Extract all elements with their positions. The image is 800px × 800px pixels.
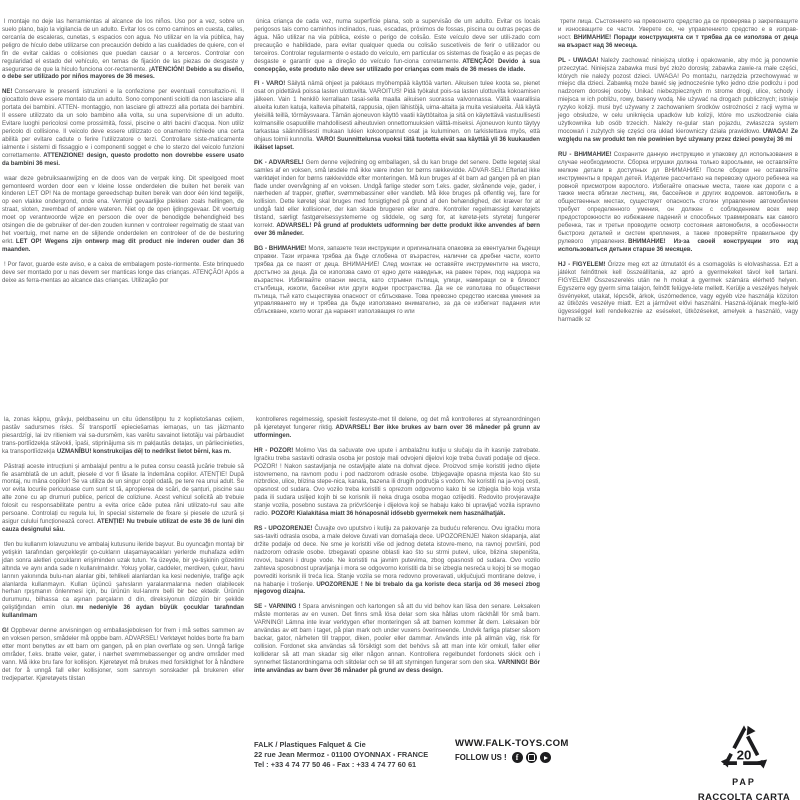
paragraph-body: Păstrați aceste intrucțiuni și ambalajul pentru a le putea consu ceastă jucărie trebuie să fie asamblată de un adult, piesele d vor fi lăsate la îndemâna copiilor. ATENȚIE! După montaj, nu mâna copiilor! Se va utiliza de un singur copil odată, pe tere rea unui adult. Se vor evita locurile periculoase cum sunt st tă, apropierea de scări, de șanțuri, piscine sau alte zone cu ap drumuri publice, pericol de coliziune. Acest vehicul solicită ab trebuie folosit cu responsabilitate pentru a evita orice căde putea răni utilizato-rul sau alte persoane. Controlați cu regula lui, în special sistemele de fixare și piesele de uzură și asigur culului funcționează corect.	[2, 462, 244, 526]
manufacturer-name: FALK / Plastiques Falquet & Cie	[254, 740, 366, 749]
warning-sentence: POZOR! Kialakítása miatt 36 hónaposnál idősebb gyermekek nem használhatják.	[271, 510, 506, 518]
facebook-icon: f	[512, 752, 523, 763]
paragraph-body: kontrolleres regelmessig, spesielt festesyste-met til delene, og det må kontrolleres at styreanordningen på kjøretøyet fungerer riktig.	[254, 416, 540, 431]
column-3-top	[558, 18, 798, 331]
paragraph-nl	[2, 175, 244, 254]
paragraph-body: Gem denne vejledning og emballagen, så du kan bruge det senere. Dette legetøj skal samles af en voksen, små løsdele må ikke være inden for børns rækkevidde. ADVAR-SEL! Efterlad ikke værktøjet inden for børns rækkevidde efter monteringen. Må kun bruges af ét barn ad gangen på en plan flade under overvågning af en voksen. Undgå farlige steder som f.eks. gader, skrånende veje, gader, i nærheden af trapper, grøfter, svømmebassiner eller vandløb. Må ikke bruges på offentlig vej, fare for kollision. Dette køretøj skal bruges med forsigtighed på grund af den behændighed, det kræver for at undgå fald eller kollisioner, der kan skade brugeren eller andre. Kontroller regelmæssigt køretøjets tilstand, særligt fastgørelsessystemerne og sliddele, og sørg for, at køretø-jets styretøj fungerer korrekt.	[254, 158, 540, 230]
warning-sentence: ВНИМАНИЕ! Из-за своей конструкции это изд использоваться детьми старше 36 месяцев.	[558, 237, 798, 253]
paragraph-body: Spara anvisningen och kartongen så att du vid behov kan läsa den senare. Leksaken måste monteras av en vuxen. Det finns små lösa delar som ska hållas utom räckhåll för små barn. VARNING! Lämna inte kvar verktygen efter monteringen så att barnen kommer åt dem. Leksaken bör användas av ett barn i taget, på plan mark och under vuxens överinseende. Undvik farliga platser såsom backar, gator, närheten till trappor, diken, pooler eller dammar. Används inte på allmän väg, risk för collision. Fordonet ska användas så försiktigt som det behövs så att man inte kör omkull, faller eller kolliderar så att man skadar sig eller någon annan. Kontrollera regelbundet fordonets skick och i synnerhet fästanordningarna och slitdelar och se till att styrningen fungerar som den ska.	[254, 603, 540, 666]
lang-label-bg: BG - ВНИМАНИЕ!	[254, 244, 307, 252]
paragraph-body: трети лица. Състоянието на превозното средство да се проверява р закрепващите и износващите се части. Уверете се, че управлението средство е в изправ-ност.	[558, 18, 798, 41]
column-1-top	[2, 18, 244, 292]
warning-sentence: VARNING! Bör inte användas av barn över 36 månader på grund av dess design.	[254, 658, 540, 674]
paragraph-ru	[558, 151, 798, 254]
paragraph-hu	[558, 261, 798, 324]
paragraph-bg-end	[558, 18, 798, 50]
paragraph-body: Oppbevar denne anvisningen og emballasjeboksen for frem i må settes sammen av en voksen person, smådeler må oppbe barn. ADVARSEL! Verktøyet holdes borte fra barn etter mont benyttes av ett barn om gangen, på en plan overflate og sen. Unngå farlige områder, f.eks. bratte veier, gater, i nærhet svømmebassenger og andre områder med vann. Må ikke bru fare for kollisjon. Kjøretøyet må brukes med forsiktighet for å håndtere det for å unngå fall eller kollisjoner, som sannsyn sonskader på brukeren eller tredjeparter. Kjøretøyets tilstan	[2, 627, 244, 682]
paragraph-tr	[2, 541, 244, 620]
recycling-number: 20	[736, 747, 752, 763]
lang-label-ru: RU - ВНИМАНИЕ!	[558, 150, 612, 158]
paragraph-body: Сохраните данную инструкцию и упаковку дл использования в случае необходимости. Сборка игрушки должна только взрослыми, не оставляйте мелкие детали в доступных дл ВНИМАНИЕ! После сборки не оставляйте инструменты в предел детей. Изделие рассчитано на перевозку одного ребенка на ровной присмотром взрослого. Избегайте опасные места, такие как дороги с а также места вблизи лестниц, ям, бассейнов и других водоемов. автомобиль в общественных местах, существует опасность столкн управление автомобилем требует определенного умения, он должен с соблюдением всех мер предосторожности во избежание падений и способных травмировать как самого ребенка, так и третьи проводите осмотр состояния автомобиля, в особенности быстроиз деталей и систем крепления, а также проверяйте правильное фу рулевого управления.	[558, 150, 798, 245]
paragraph-fi	[254, 80, 540, 151]
warning-sentence: mı nedeniyle 36 aydan büyük çocuklar tarafından kullanılmam	[2, 604, 244, 620]
paragraph-body: única criança de cada vez, numa superfície plana, sob a supervisão de um adulto. Evitar os locais perigosos tais como caminhos inclinados, ruas, escadas, próximos de fossas, piscina ou outras peças de água. Não utilizar na via pública, existe o perigo de colisão. Este veículo deve ser utili-zado com precaução e habilidade, para evitar qualquer queda ou colisão suscetíveis de ferir o utilizador ou terceiros. Controlar regularmente o estado do veículo, em particular os sistemas de fixação e as peças de desgaste e garantir que a direção do veículo fun-ciona corretamente.	[254, 18, 540, 65]
lang-label-hu: HJ - FIGYELEM!	[558, 260, 606, 268]
warning-sentence: VARO! Suunnittelunsa vuoksi tätä tuotetta eivät saa käyttää yli 36 kuukauden ikäiset lapset.	[254, 135, 540, 151]
paragraph-body: Säilytä nämä ohjeet ja pakkaus myöhempää käyttöä varten. Aikuisen tulee koota se, pienet osat on pidettävä poissa lasten ulottuvilta. VAROITUS! Pidä työkalut pois-sa lasten ulottuvilta kokoamisen jälkeen. Vain 1 henkilö kerrallaan tasai-sella maalla aikuisen suorassa valvonnassa. Vältä vaarallisia alueita kuten katuja, kaltevia pihateitä, rappusia, ojien lähistöjä, uima-altaita ja muita vesialueita. Älä käytä yleisillä teillä, törmäysvaara. Tämän ajoneuvon käyttö vaatii käyttötaitoa ja sitä on käytettävä vastuullisesti kolmansille osapuolille mahdollisesti aiheutuvien onnettomuuksien välttä-miseksi. Ajoneuvon kunto täytyy tarkastaa säännöllisesti mukaan lukien kokoonpannut osat ja kuluminen. on tarkistettava myös, että ohjaus toimii kunnolla.	[254, 80, 540, 143]
paragraph-body: ! Por favor, guarde este aviso, e a caixa de embalagem poste-riormente. Este brinquedo deve ser montado por u nas devem ser manticas longe das crianças. ATENÇÃO! Após a deixe as ferra-mentas ao alcance das crianças. Utilização por	[2, 260, 244, 284]
paragraph-no-end	[254, 416, 540, 440]
lang-label-dk: DK - ADVARSEL!	[254, 158, 304, 166]
website-url: WWW.FALK-TOYS.COM	[455, 738, 569, 749]
paragraph-body: Conservare le presenti istruzioni e la confezione per eventuali consultazio-ni. Il giocattolo deve essere montato da un adulto. Sono componenti sciolti da non lasciare alla portata dei bambini. ATTEN- montaggio, non lasciare gli attrezzi alla portata dei bambini. Il essere utilizzato da un solo bambino alla volta, su una supervisione di un adulto. Evitare luoghi pericolosi come prossimità, fossi, piscine o altri bacini d'acqua. Non utiliz pericolo di collisione. Il veicolo deve essere utilizzato co onamento richiede una certa abilità per evitare cadute o ferire l'utilizzatore o terzi. Controllare siste-maticamente ialmente i sistemi di fissaggio e i componenti sogget e che lo sterzo del veicolo funzioni correttamente.	[2, 88, 244, 159]
paragraph-se	[254, 603, 540, 674]
lang-label-no: G!	[2, 627, 9, 635]
warning-sentence: UPOZORENJE ! Ne bi trebalo da ga koriste deca starija od 36 meseci zbog njegovog dizajna.	[254, 580, 540, 596]
paragraph-body: la, zonas kāpņu, grāvju, peldbaseinu un citu ūdenstilpņu tu z koplietošanas ceļiem, pastāv sadursmes risks. Šī transportlī epieciešamas iemaņas, un tas jāizmanto piesardzīgi, lai izv ritieniem vai sa-dursmēm, kas varētu savainot lietotāju vai pārbaudiet trans-portlīdzekļa stāvokli, īpaši, stiprinājuma sis m pakļautās detaļas, un pārliecinieties, ka transportlīdzekļa	[2, 416, 244, 455]
instagram-icon	[526, 752, 537, 763]
recycling-label: RACCOLTA CARTA	[697, 792, 791, 800]
paragraph-body: Należy zachować niniejszą ulotkę i opakowanie, aby móc ją ponownie przeczytać. Niniejsza zabawka musi być złożo dorosłą; zabawka zawie-ra małe części, których nie należy pozost dzieci. UWAGA! Po montażu, narzędzia przechowywać w miejsc dla dzieci. Zabawką może bawić się jednocześnie tylko jedno dzie podłożu i pod nadzorem dorosłej osoby. Unikać niebezpiecznych m strome drogi, ulice, schody i miejsca w ich pobliżu, rowy, baseny wodą. Nie używać na drogach publicznych; istnieje ryzyko kolizji. musi być używany z zachowaniem środków ostrożności z racji wyma w jego obsłudze, w celu uniknięcia upadków lub kolizji, które mo uszkodzenie ciała użytkownika lub osób trzecich. Należy re-gular stan pojazdu, zwłaszcza system mocowań i zużytych się części ora układ kierowniczy działa prawidłowo.	[558, 56, 798, 135]
lang-label-it: NE!	[2, 88, 13, 96]
warning-sentence: UZMANĪBU! konstrukcijas dēļ to nedrīkst lietot bērni, kas m.	[56, 447, 231, 455]
lang-label-fi: FI - VARO!	[254, 80, 286, 88]
lang-label-hr: HR - POZOR!	[254, 446, 294, 454]
recycling-material-code: PAP	[732, 777, 756, 787]
column-2-top	[254, 18, 540, 323]
lang-label-rs: RS - UPOZORENJE!	[254, 525, 313, 533]
paragraph-ro	[2, 463, 244, 534]
warning-sentence: ¡ATENCIÓN! Debido a su diseño, o debe ser utilizado por niños mayores de 36 meses.	[2, 65, 244, 81]
paragraph-body: Őrizze meg ezt az útmutatót és a csomagolás is elolvashassa. Ezt a játékot felnőttnek kell összeállítania, az apró a gyermekeket távol kell tartani. FIGYELEM! Összeszerelés után ne h mokat a gyermek számára elérhető helyen. Egyszerre egy gyerm sima talajon, felnőtt felügye-lete mellett. Kerülje a veszélyes helyek ösvényeket, utakat, lépcsők, árkok, úszómedence, vagy egyéb vize használja közúton az ütközés veszélye miatt. Ezt a járművet elővi használni. Haszná-lójának megfe-lelő ügyességgel kell rendelkeznie az eséseket, ütközéseket, amelyek a használó, vagy harmadik sz	[558, 260, 798, 324]
warning-sentence: UWAGA! Ze względu na sw produkt ten nie powinien być używany przez dzieci powyżej 36 mi	[558, 127, 798, 143]
manufacturer-street: 22 rue Jean Mermoz - 01100 OYONNAX - FRANCE	[254, 749, 429, 759]
paragraph-bg-start	[254, 245, 540, 316]
paragraph-body: Čuvajte ovo uputstvo i kutiju za pakovanje za buduću referencu. Ovu igračku mora sas-taviti odrasla osoba, a male delove čuvati van domašaja dece. UPOZORENJE! Nakon sklapanja, alat držite podalje od dece. Ne sme je koristiti više od jednog deteta istovre-meno, na ravnoj površini, pod nadzorom odrasle osobe. Izbegavati opasne oblasti kao što su strmi putevi, ulice, blizina stepeništa, rovovi, bazeni i druge vode. Ne koristiti na javnim putevima, zbog opasnosti od sudara. Ovo vozilo zahteva sposobnost upravljanja i mora se odgovorno koristiti da bi se izbegla nesreća u kojoj bi se mogao povrediti korisnik ili treća lica. Stanje vozila se mora redovno proveravati, uključujući montirane delove, i na habanje i trošenje.	[254, 525, 540, 588]
column-2-bottom	[254, 416, 540, 682]
paragraph-pt-start	[2, 261, 244, 285]
warning-sentence: ATENÇÃO! Devido à sua concepção, este produto não deve ser utilizado por crianças com mais de 36 meses de idade.	[254, 57, 540, 73]
paragraph-body: tfen bu kullanım kılavuzunu ve ambalaj kutusunu ileride başvur. Bu oyuncağın montajı bir yetişkin tarafından gerçekleştir ço-cukların ulaşamayacakları yerlerde muhafaza edilm jdan sonra aletleri çocukların erişiminden uzak tutun. Ya üzeyde, bir ye-tişkinin gözetimi altında ve aynı anda sade n kullanılmalıdır. Yokuş yollar, caddeler, merdiven, çukur, havu larının yakınında bulu-nan alanlar gibi, tehlikeli alanlardan ka kesi nedeniyle, trafiğe açık alanlarda kullanmayın. Kullan üçüncü şahısların yaralanmalarına neden olabilecek herhan rpışmanın önlenmesi için, bu ürünün kul-lanımı belli bir bec ektedir. Ürünün durumunu, bilhassa ca aşınan parçaların d din, direksiyonun düzgün bir şekilde çeliştiğından emin olun.	[2, 540, 244, 612]
paragraph-hr	[254, 447, 540, 518]
web-social-block	[455, 738, 575, 763]
youtube-icon	[540, 752, 551, 763]
column-1-bottom	[2, 416, 244, 690]
follow-us-row	[455, 752, 575, 763]
recycling-triangle-icon	[717, 724, 771, 772]
paragraph-es-end	[2, 18, 244, 81]
paragraph-body: Molimo Vas da sačuvate ove upute i ambalažnu kutiju u slučaju da ih kasnije zatrebate. Igračku treba sastaviti odrasla osoba jer postoje mali odvojeni dijelovi koje treba čuvati podalje od djece. POZOR! ! Nakon sastavljanja ne ostavljajte alate na dohvat djece. Proizvod smije koristiti jedno dijete istovremeno, na ravnom podu i pod nadzorom odrasle osobe. Izbjegavajte opasna mjesta kao što su nizbrdice, ulice, blizina stepe-nica, kanala, bazena ili drugih područja s vodom. Ne koristiti na ja-vnoj cesti, opasnost od sudara. Ovo vozilo treba koristiti s oprezom odgovorno kako bi se izbjegla bilo koja vrsta pada ili sudara uslijed kojih bi se korisnik ili neka druga osoba mogao ozlijediti. Redovito provjeravajte stanje vozila, posebno sustava za pričvršćenje i dijelova koji se habaju kako bi upravljač vozila ispravno radio.	[254, 446, 540, 518]
paragraph-body: Моля, запазете тези инструкции и оригиналната опаковка за евентуални бъдещи справки. Тази играчка трябва да бъде сглобена от възрастен, налични са дребни части, които трябва да се пазят от деца. ВНИМАНИЕ! След монтаж не оставяйте инструментите на място, достъпно за деца. Да се използва само от едно дете наведнъж, на равен терен, под надзора на възрастен. Избягвайте опасни места, като стръмни пътища, улици, намиращи се в близост стълбища, изкопи, басейни или други водни пространства. Да не се използва по обществени пътища, тъй като съществува опасност от сблъскване. Това превозно средство изисква умения за управляването му и трябва да бъде използвано внимателно, за да се избегнат падания или сблъскване, които могат да наранят използващия го или	[254, 244, 540, 316]
paragraph-pt-end	[254, 18, 540, 73]
manufacturer-phone: Tel : +33 4 74 77 50 46 - Fax : +33 4 74 77 60 61	[254, 759, 417, 769]
warning-sentence: ATTENZIONE! design, questo prodotto non dovrebbe essere usato da bambini 36 mesi.	[2, 151, 244, 167]
lang-label-se: SE - VARNING !	[254, 603, 301, 611]
paragraph-body: l montaje no deje las herramientas al alcance de los niños. Uso por a vez, sobre un suelo plano, bajo la vigilancia de un adulto. Evitar los os como caminos en cuesta, calles, cercanía de escaleras, cunetas, s espacios con agua. No utilizar en la vía pública, hay peligro de hículo debe utilizarse con precaución debido a las cualidades de quiere, con el fin de evitar caídas o colisiones que puedan causar o a terceros. Controlar con regularidad el estado del vehículo, en temas de fijación de las piezas de desgaste y asegurarse de que la hículo funciona cor-rectamente.	[2, 18, 244, 73]
paragraph-it	[2, 88, 244, 167]
recycling-mark	[686, 724, 800, 800]
paragraph-no-start	[2, 627, 244, 682]
warning-sentence: ADVARSEL! Bør ikke brukes av barn over 36 måneder på grunn av utformingen.	[254, 423, 540, 439]
paragraph-body: waar deze gebruiksaanwijzing en de doos van de verpak king. Dit speelgoed moet gemonteerd worden door een v kleine losse onderdelen die buiten het bereik van kinderen LET OP! Na de montage gereedschap buiten bereik van door één kind tegelijk, op een vlakke ondergrond, onde ena. Vermijd gevaarlijke plekken zoals hellingen, de straat, sloten, zwembad of andere wateren. Niet op de open ijdingsgevaar. Dit voertuig moet op verantwoorde wijze en persoon die over de benodigde behendigheid bes otsingen die de gebruiker of der-den zouden kunnen v controleer regelmatig de staat van het voertuig, met name en de slijtende onderdelen en controleer of de de besturing erkt.	[2, 174, 244, 245]
lang-label-pl: PL - UWAGA!	[558, 56, 599, 64]
manufacturer-address	[254, 740, 428, 769]
paragraph-rs	[254, 525, 540, 596]
paragraph-dk	[254, 159, 540, 238]
follow-us-label: FOLLOW US !	[455, 753, 507, 762]
warning-sentence: ATENȚIE! Nu trebuie utilizat de este 36 de luni din cauza designului său.	[2, 518, 244, 533]
warning-sentence: ADVARSEL! På grund af produktets udformning bør dette produkt ikke anvendes af børn over 36 måneder.	[254, 222, 540, 238]
paragraph-pl	[558, 57, 798, 144]
warning-sentence: ВНИМАНИЕ! Поради конструкцията си т трябва да се използва от деца на възраст над 36 месеца.	[558, 33, 798, 49]
paragraph-lv-end	[2, 416, 244, 456]
warning-sentence: LET OP! Wegens zijn ontwerp mag dit product nie inderen ouder dan 36 maanden.	[2, 237, 244, 253]
